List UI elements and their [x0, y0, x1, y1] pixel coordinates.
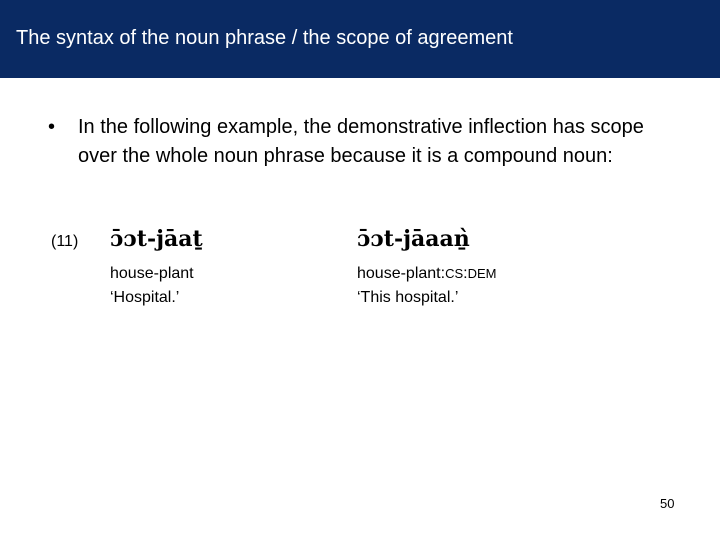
gloss-separator: :: [463, 265, 468, 282]
gloss-dem: DEM: [467, 266, 497, 281]
gloss-base: house-plant:: [357, 265, 446, 282]
bullet-text: In the following example, the demonstrative inflection has scope over the whole noun phrase because it is a compound noun:: [78, 116, 644, 167]
example-left-form: ɔ̄ɔt-jāaṯ: [110, 226, 203, 252]
slide-title: The syntax of the noun phrase / the scope of agreement: [16, 27, 513, 49]
example-right-translation: ‘This hospital.’: [357, 289, 459, 306]
example-left-column: [110, 224, 203, 310]
example-right-form: ɔ̄ɔt-jāaaṉ̀: [357, 226, 470, 252]
example-left-gloss: house-plant: [110, 265, 194, 282]
title-bar: [0, 0, 720, 78]
page-number: 50: [660, 496, 675, 511]
example-right-column: [357, 224, 496, 310]
bullet-point: [48, 113, 648, 171]
example-right-gloss: [357, 262, 496, 286]
example-number: (11): [51, 233, 79, 250]
bullet-dot: •: [48, 116, 56, 138]
example-left-translation: ‘Hospital.’: [110, 289, 180, 306]
gloss-cs: CS: [445, 266, 464, 281]
